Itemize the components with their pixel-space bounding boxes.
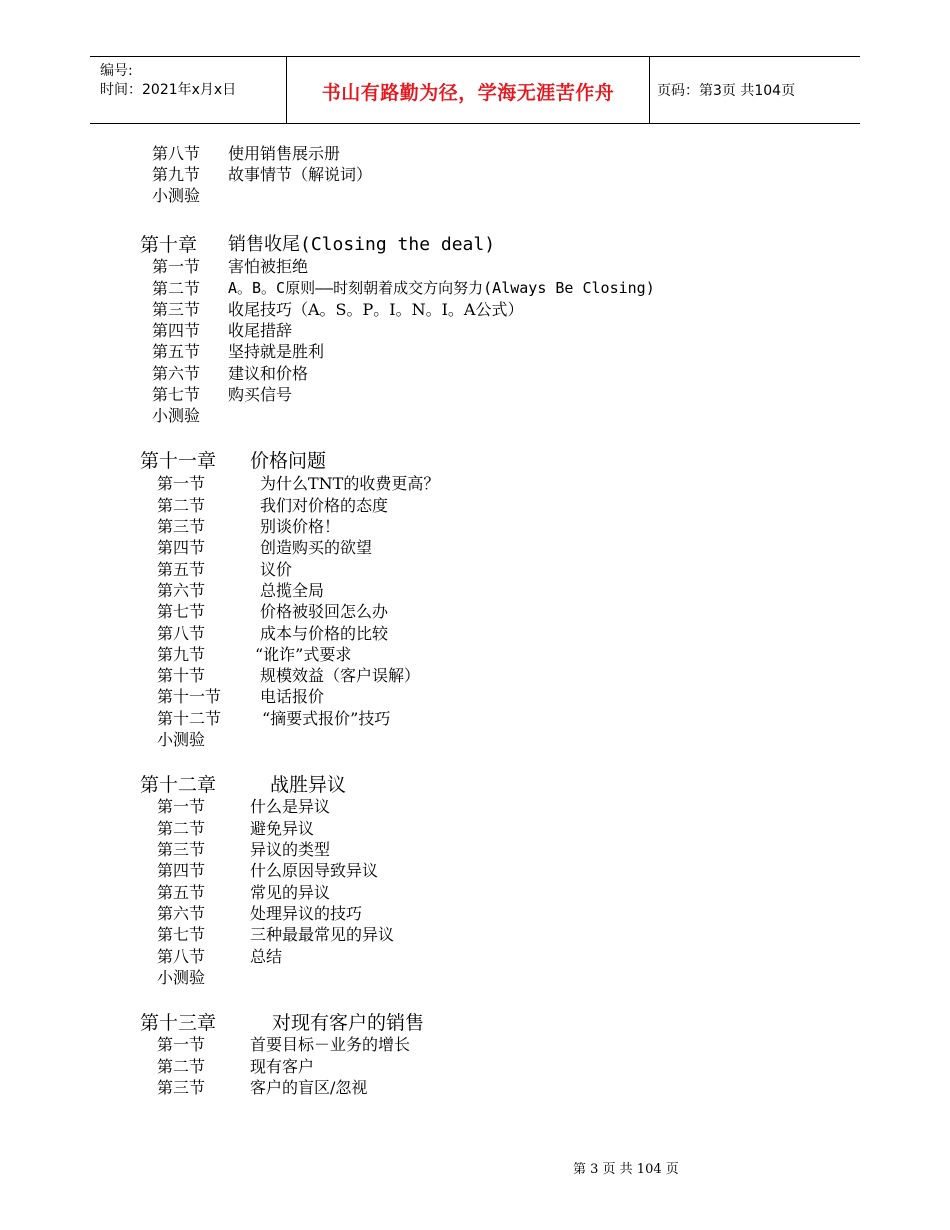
- toc-quiz: 小测验: [152, 406, 201, 425]
- toc-chapter-title: 战胜异议: [270, 774, 347, 796]
- toc-section-num: 第三节: [157, 517, 206, 536]
- toc-quiz: 小测验: [152, 186, 201, 205]
- toc-section-num: 第二节: [157, 819, 206, 838]
- toc-section-num: 第四节: [157, 861, 206, 880]
- document-number-label: 编号:: [100, 63, 133, 79]
- toc-section-title: 客户的盲区/忽视: [250, 1078, 368, 1097]
- toc-section-title: 什么原因导致异议: [250, 861, 379, 880]
- toc-section-title: A。B。C原则——时刻朝着成交方向努力(Always Be Closing): [228, 279, 655, 297]
- toc-section-title: 购买信号: [228, 385, 293, 404]
- toc-section-num: 第一节: [157, 797, 206, 816]
- toc-section-title: “讹诈”式要求: [255, 645, 352, 664]
- toc-chapter-title: 销售收尾(Closing the deal): [228, 234, 496, 255]
- toc-section-num: 第七节: [157, 602, 206, 621]
- toc-section-title: 创造购买的欲望: [260, 538, 373, 557]
- toc-chapter-num: 第十二章: [140, 774, 217, 796]
- toc-section-num: 第五节: [152, 342, 201, 361]
- toc-section-title: 收尾技巧（A。S。P。I。N。I。A公式）: [228, 300, 524, 319]
- toc-section-num: 第七节: [152, 385, 201, 404]
- page-header: [90, 56, 860, 124]
- toc-section-title: 三种最最常见的异议: [250, 925, 395, 944]
- toc-section-num: 第一节: [157, 474, 206, 493]
- toc-section-title: 为什么TNT的收费更高？: [260, 474, 440, 493]
- toc-section-title: 害怕被拒绝: [228, 257, 309, 276]
- toc-section-num: 第二节: [157, 1057, 206, 1076]
- toc-chapter-title: 价格问题: [250, 450, 327, 472]
- toc-section-num: 第二节: [157, 496, 206, 515]
- toc-section-title: 议价: [260, 560, 293, 579]
- toc-section-num: 第六节: [157, 904, 206, 923]
- toc-section-num: 第五节: [157, 560, 206, 579]
- toc-section-title: 首要目标－业务的增长: [250, 1035, 411, 1054]
- toc-section-title: 现有客户: [250, 1057, 315, 1076]
- toc-section-num: 第二节: [152, 279, 201, 298]
- toc-section-num: 第十一节: [157, 687, 222, 706]
- toc-section-title: 使用销售展示册: [228, 144, 341, 163]
- header-page-number: 页码：第3页 共104页: [657, 83, 796, 99]
- toc-section-title: 建议和价格: [228, 364, 309, 383]
- toc-section-title: 总揽全局: [260, 581, 325, 600]
- toc-section-title: 规模效益（客户误解）: [260, 666, 421, 685]
- header-motto-cell: [286, 57, 650, 123]
- toc-section-title: 坚持就是胜利: [228, 342, 325, 361]
- toc-section-num: 第四节: [152, 321, 201, 340]
- toc-section-num: 第三节: [157, 840, 206, 859]
- header-page-cell: [649, 57, 860, 123]
- toc-section-title: 成本与价格的比较: [260, 624, 389, 643]
- toc-section-num: 第一节: [157, 1035, 206, 1054]
- document-time-label: 时间：2021年x月x日: [100, 82, 237, 98]
- toc-section-title: 处理异议的技巧: [250, 904, 363, 923]
- toc-section-num: 第十二节: [157, 709, 222, 728]
- toc-quiz: 小测验: [157, 730, 206, 749]
- toc-chapter-num: 第十三章: [140, 1012, 217, 1034]
- toc-section-title: 什么是异议: [250, 797, 331, 816]
- toc-section-title: 故事情节（解说词）: [228, 165, 373, 184]
- toc-section-num: 第五节: [157, 883, 206, 902]
- toc-chapter-num: 第十一章: [140, 450, 217, 472]
- page-footer: 第 3 页 共 104 页: [573, 1162, 679, 1177]
- toc-section-num: 第一节: [152, 257, 201, 276]
- toc-section-title: 我们对价格的态度: [260, 496, 389, 515]
- toc-section-num: 第九节: [157, 645, 206, 664]
- toc-section-num: 第三节: [157, 1078, 206, 1097]
- toc-section-num: 第八节: [152, 144, 201, 163]
- toc-section-num: 第八节: [157, 947, 206, 966]
- toc-section-title: 异议的类型: [250, 840, 331, 859]
- toc-quiz: 小测验: [157, 968, 206, 987]
- toc-chapter-num: 第十章: [140, 234, 198, 256]
- header-motto: 书山有路勤为径，学海无涯苦作舟: [321, 82, 615, 104]
- toc-section-num: 第七节: [157, 925, 206, 944]
- toc-section-num: 第九节: [152, 165, 201, 184]
- toc-section-num: 第十节: [157, 666, 206, 685]
- toc-section-num: 第六节: [157, 581, 206, 600]
- toc-section-num: 第六节: [152, 364, 201, 383]
- toc-chapter-title: 对现有客户的销售: [272, 1012, 425, 1034]
- toc-section-title: 电话报价: [260, 687, 325, 706]
- toc-section-title: “摘要式报价”技巧: [262, 709, 391, 728]
- toc-section-num: 第八节: [157, 624, 206, 643]
- toc-section-title: 别谈价格！: [260, 517, 341, 536]
- toc-section-num: 第四节: [157, 538, 206, 557]
- toc-section-title: 收尾措辞: [228, 321, 293, 340]
- toc-section-title: 总结: [250, 947, 283, 966]
- toc-section-title: 价格被驳回怎么办: [260, 602, 389, 621]
- toc-section-title: 避免异议: [250, 819, 315, 838]
- header-meta-cell: [90, 57, 286, 123]
- toc-section-title: 常见的异议: [250, 883, 331, 902]
- toc-section-num: 第三节: [152, 300, 201, 319]
